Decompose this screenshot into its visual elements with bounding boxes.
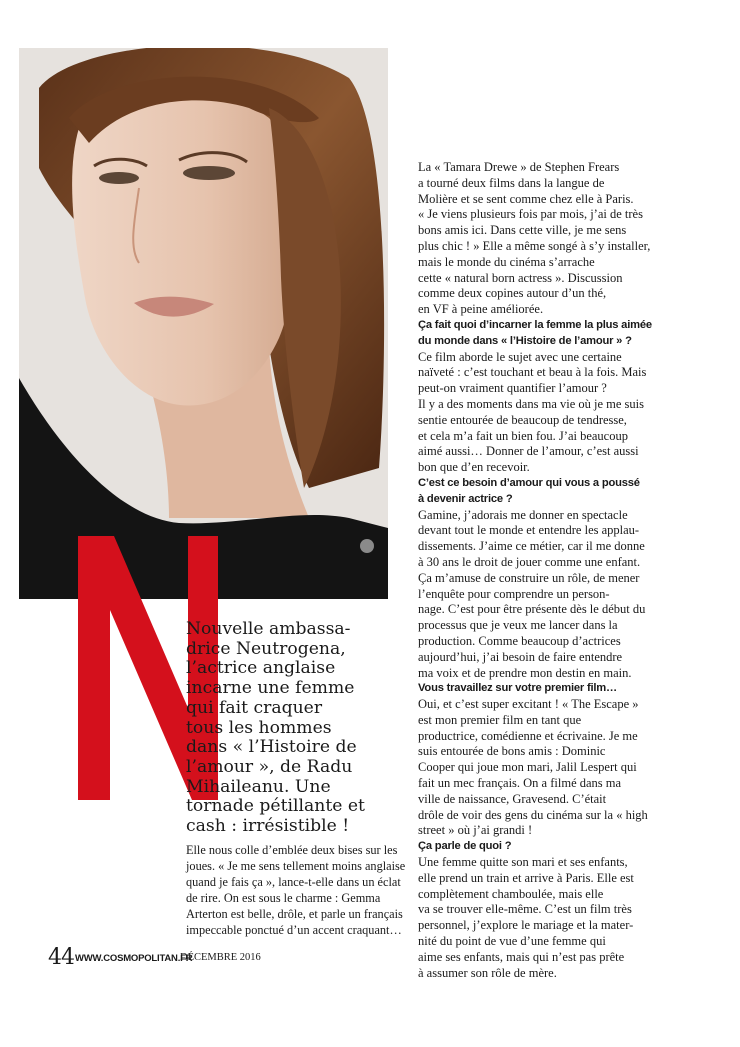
question-line: du monde dans « l’Histoire de l’amour » ? bbox=[418, 334, 632, 347]
article-line: Oui, et c’est super excitant ! « The Escape » bbox=[418, 697, 639, 712]
article-line: personnel, j’explore le mariage et la mater- bbox=[418, 918, 634, 933]
article-line: Il y a des moments dans ma vie où je me suis bbox=[418, 396, 645, 411]
article-line: bon que d’en recevoir. bbox=[418, 460, 530, 475]
article-line: l’enquête pour comprendre un person- bbox=[418, 586, 610, 601]
article-column bbox=[418, 160, 718, 981]
intro-line: Nouvelle ambassa- bbox=[186, 619, 351, 639]
article-line: aujourd’hui, j’ai besoin de faire entendre bbox=[418, 649, 623, 664]
article-line: Cooper qui joue mon mari, Jalil Lespert qui bbox=[418, 760, 637, 775]
article-line: street » où j’ai grandi ! bbox=[418, 823, 533, 838]
intro-line: tous les hommes bbox=[186, 717, 332, 738]
article-line: a tourné deux films dans la langue de bbox=[418, 175, 605, 190]
website-link[interactable]: WWW.COSMOPOLITAN.FR bbox=[75, 953, 193, 964]
article-line: Molière et se sent comme chez elle à Paris. bbox=[418, 191, 634, 206]
article-line: peut-on vraiment quantifier l’amour ? bbox=[418, 381, 607, 396]
article-line: cette « natural born actress ». Discussion bbox=[418, 270, 623, 285]
intro-line: Mihaileanu. Une bbox=[186, 776, 331, 797]
article-line: et cela m’a fait un bien fou. J’ai beaucoup bbox=[418, 428, 628, 443]
article-line: Une femme quitte son mari et ses enfants, bbox=[418, 855, 628, 870]
intro-line: l’amour », de Radu bbox=[186, 756, 353, 777]
question-line: C’est ce besoin d’amour qui vous a poussé bbox=[418, 476, 640, 489]
intro-line: l’actrice anglaise bbox=[186, 658, 336, 679]
article-line: en VF à peine améliorée. bbox=[418, 302, 544, 317]
article-line: plus chic ! » Elle a même songé à s’y installer, bbox=[418, 238, 651, 253]
question-line: Ça fait quoi d’incarner la femme la plus aimée bbox=[418, 318, 652, 331]
lead-line: quand je fais ça », lance-t-elle dans un éclat bbox=[186, 874, 401, 889]
article-line: nage. C’est pour être présente dès le début du bbox=[418, 602, 646, 617]
intro-line: dans « l’Histoire de bbox=[186, 737, 357, 758]
article-line: à assumer son rôle de mère. bbox=[418, 965, 557, 980]
lead-line: impeccable ponctué d’un accent craquant… bbox=[186, 922, 402, 937]
article-line: comme deux copines autour d’un thé, bbox=[418, 286, 607, 301]
question-line: à devenir actrice ? bbox=[418, 492, 513, 505]
intro-line: qui fait craquer bbox=[186, 697, 323, 718]
intro-text bbox=[186, 620, 386, 837]
article-line: ma voix et de prendre mon destin en main. bbox=[418, 665, 632, 680]
article-line: Ce film aborde le sujet avec une certaine bbox=[418, 349, 622, 364]
intro-line: cash : irrésistible ! bbox=[186, 816, 350, 837]
intro-line: drice Neutrogena, bbox=[186, 638, 346, 659]
article-line: aime ses enfants, mais qui n’est pas prête bbox=[418, 949, 625, 964]
lead-line: de rire. On est sous le charme : Gemma bbox=[186, 890, 381, 905]
article-line: suis entourée de bons amis : Dominic bbox=[418, 744, 606, 759]
article-line: drôle de voir des gens du cinéma sur la « high bbox=[418, 807, 648, 822]
article-line: dissements. J’aime ce métier, car il me donne bbox=[418, 539, 645, 554]
article-line: mais le monde du cinéma s’arrache bbox=[418, 254, 595, 269]
lead-line: Arterton est belle, drôle, et parle un français bbox=[186, 906, 403, 921]
portrait-photo bbox=[19, 48, 388, 599]
intro-line: tornade pétillante et bbox=[186, 796, 365, 817]
question-line: Vous travaillez sur votre premier film… bbox=[418, 682, 618, 695]
article-line: sentie entourée de beaucoup de tendresse, bbox=[418, 412, 627, 427]
lead-line: Elle nous colle d’emblée deux bises sur les bbox=[186, 843, 398, 857]
question-line: Ça parle de quoi ? bbox=[418, 840, 512, 853]
article-line: fait un mec français. On a filmé dans ma bbox=[418, 776, 622, 791]
article-line: production. Comme beaucoup d’actrices bbox=[418, 633, 621, 648]
issue-date: DÉCEMBRE 2016 bbox=[180, 952, 261, 963]
article-line: va se trouver elle-même. C’est un film très bbox=[418, 902, 632, 917]
lead-line: joues. « Je me sens tellement moins anglaise bbox=[186, 858, 406, 873]
portrait-illustration bbox=[19, 48, 388, 599]
article-line: à 30 ans le droit de jouer comme une enfant. bbox=[418, 554, 641, 569]
article-line: La « Tamara Drewe » de Stephen Frears bbox=[418, 160, 620, 174]
article-line: bons amis ici. Dans cette ville, je me sens bbox=[418, 223, 627, 238]
article-line: ville de naissance, Gravesend. C’était bbox=[418, 791, 607, 806]
article-line: Gamine, j’adorais me donner en spectacle bbox=[418, 507, 628, 522]
article-line: « Je viens plusieurs fois par mois, j’ai de très bbox=[418, 207, 643, 222]
article-line: aimé aussi… Donner de l’amour, c’est aussi bbox=[418, 444, 639, 459]
lead-paragraph bbox=[186, 843, 406, 938]
article-line: complètement chamboulée, mais elle bbox=[418, 886, 604, 901]
intro-line: incarne une femme bbox=[186, 678, 355, 699]
article-line: processus que je veux me lancer dans la bbox=[418, 618, 618, 633]
article-line: est mon premier film en tant que bbox=[418, 712, 582, 727]
page-number: 44 bbox=[48, 945, 74, 970]
article-line: nité du point de vue d’une femme qui bbox=[418, 934, 606, 949]
article-line: productrice, comédienne et écrivaine. Je me bbox=[418, 728, 638, 743]
article-line: devant tout le monde et entendre les applau- bbox=[418, 523, 640, 538]
article-line: naïveté : c’est touchant et beau à la fois. Mais bbox=[418, 365, 647, 380]
article-line: elle prend un train et arrive à Paris. Elle est bbox=[418, 870, 634, 885]
article-line: Ça m’amuse de construire un rôle, de mener bbox=[418, 570, 640, 585]
